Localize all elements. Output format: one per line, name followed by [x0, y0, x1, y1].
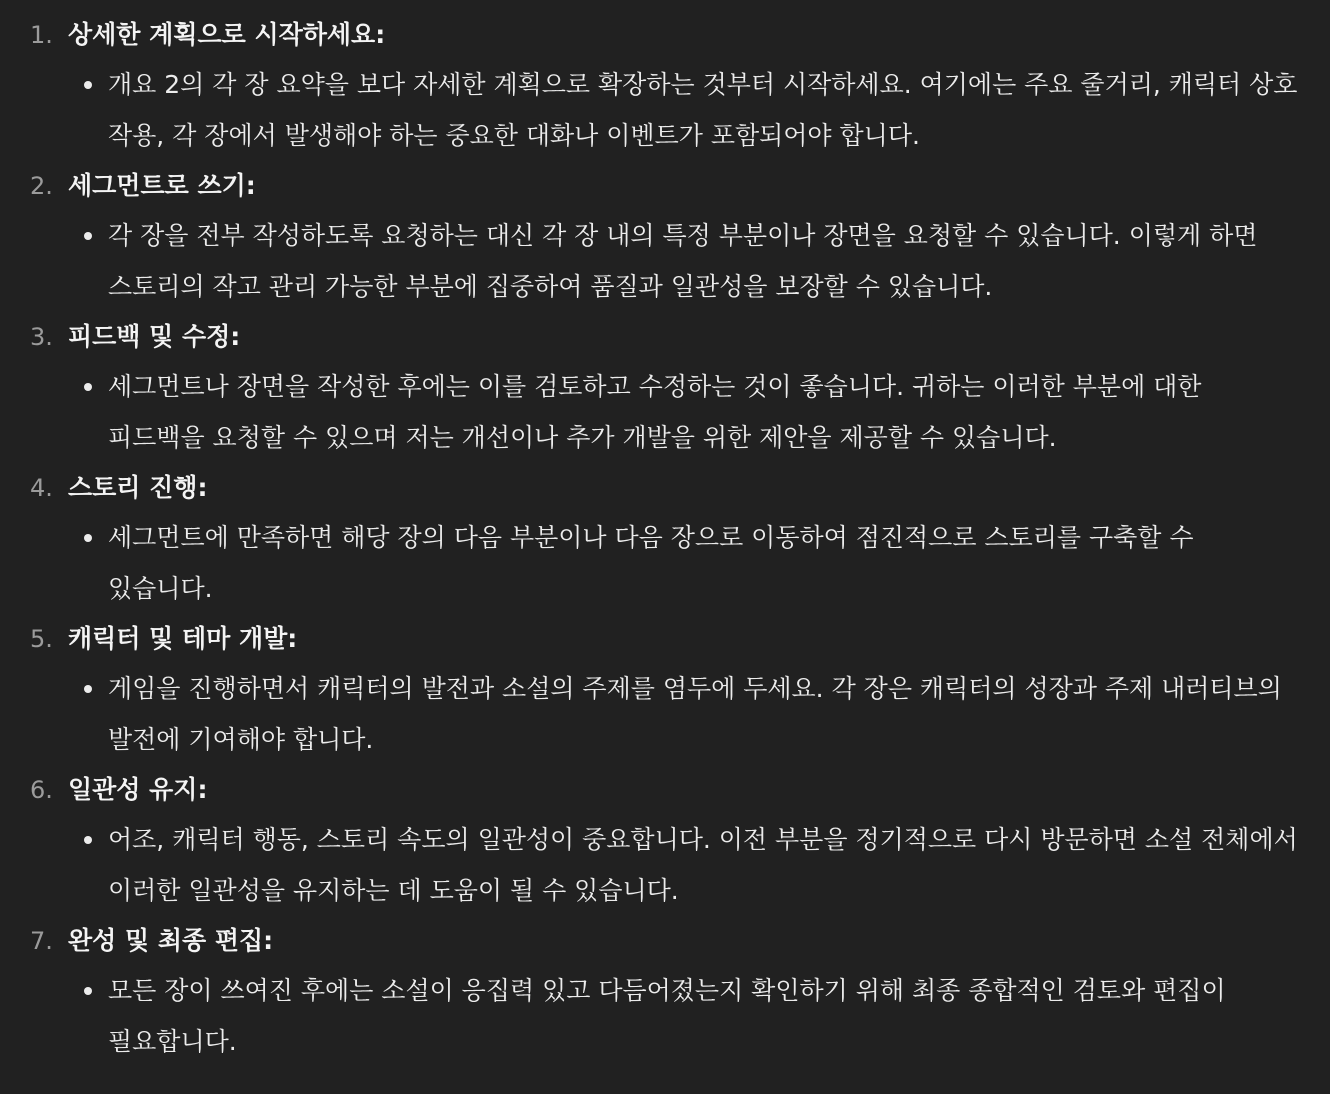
- step-description: 세그먼트나 장면을 작성한 후에는 이를 검토하고 수정하는 것이 좋습니다. 귀하는 이러한 부분에 대한 피드백을 요청할 수 있으며 저는 개선이나 추가 개발을 위한 제안을 제공할 수 있습니다.: [108, 372, 1202, 452]
- step-description: 각 장을 전부 작성하도록 요청하는 대신 각 장 내의 특정 부분이나 장면을 요청할 수 있습니다. 이렇게 하면 스토리의 작고 관리 가능한 부분에 집중하여 품질과 일관성을 보장할 수 있습니다.: [108, 221, 1258, 301]
- step-number: 1.: [30, 21, 53, 49]
- bullet-icon: [84, 81, 92, 89]
- step-number: 4.: [30, 474, 53, 502]
- bullet-icon: [84, 836, 92, 844]
- bullet-icon: [84, 534, 92, 542]
- step-description: 어조, 캐릭터 행동, 스토리 속도의 일관성이 중요합니다. 이전 부분을 정기적으로 다시 방문하면 소설 전체에서 이러한 일관성을 유지하는 데 도움이 될 수 있습니다.: [108, 825, 1298, 905]
- bullet-icon: [84, 383, 92, 391]
- bullet-icon: [84, 987, 92, 995]
- step-description: 개요 2의 각 장 요약을 보다 자세한 계획으로 확장하는 것부터 시작하세요. 여기에는 주요 줄거리, 캐릭터 상호 작용, 각 장에서 발생해야 하는 중요한 대화나 이벤트가 포함되어야 합니다.: [108, 70, 1298, 150]
- step-title: 완성 및 최종 편집:: [68, 926, 274, 955]
- bullet-icon: [84, 232, 92, 240]
- step-number: 2.: [30, 172, 53, 200]
- step-description: 게임을 진행하면서 캐릭터의 발전과 소설의 주제를 염두에 두세요. 각 장은 캐릭터의 성장과 주제 내러티브의 발전에 기여해야 합니다.: [108, 674, 1282, 754]
- step-number: 5.: [30, 625, 53, 653]
- step-title: 일관성 유지:: [68, 775, 208, 804]
- step-number: 3.: [30, 323, 53, 351]
- step-title: 스토리 진행:: [68, 473, 208, 502]
- step-number: 6.: [30, 776, 53, 804]
- step-description: 세그먼트에 만족하면 해당 장의 다음 부분이나 다음 장으로 이동하여 점진적으로 스토리를 구축할 수 있습니다.: [108, 523, 1194, 603]
- step-title: 상세한 계획으로 시작하세요:: [68, 20, 386, 49]
- step-title: 세그먼트로 쓰기:: [68, 171, 256, 200]
- bullet-icon: [84, 685, 92, 693]
- step-title: 캐릭터 및 테마 개발:: [68, 624, 298, 653]
- step-description: 모든 장이 쓰여진 후에는 소설이 응집력 있고 다듬어졌는지 확인하기 위해 최종 종합적인 검토와 편집이 필요합니다.: [108, 976, 1226, 1056]
- step-title: 피드백 및 수정:: [68, 322, 241, 351]
- step-number: 7.: [30, 927, 53, 955]
